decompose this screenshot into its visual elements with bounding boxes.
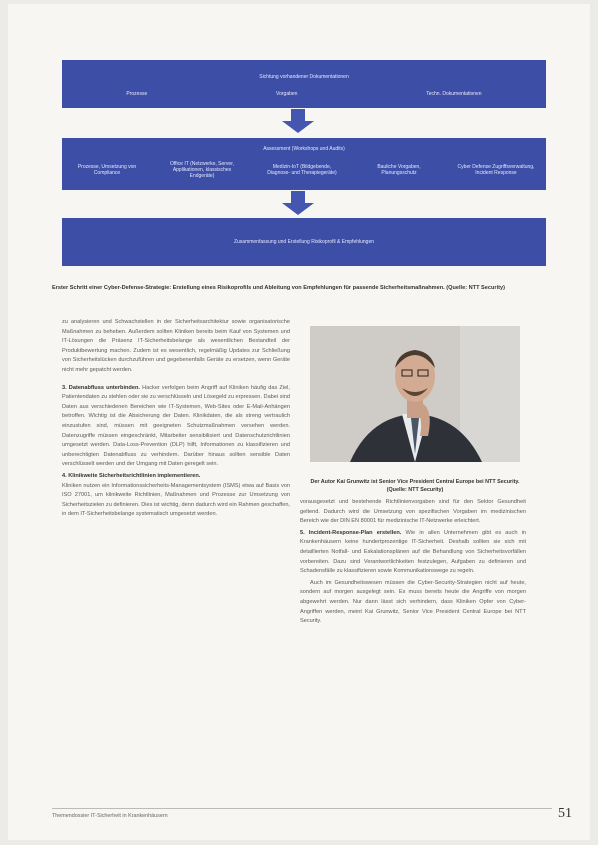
diagram-item: Vorgaben: [276, 91, 298, 97]
diagram-item: Office IT (Netzwerke, Server, Applikationen, klassisches Endgeräte): [169, 161, 234, 179]
paragraph: zu analysieren und Schwachstellen in der Sicherheitsarchitektur sowie organisatorische Maßnahmen zu beheben. Außerdem sollten Kliniken bereits beim Kauf von Systemen und IT-Lösungen die Präsenz IT-Sicherheitsbelange als wesentlichen Bestandteil der Produktbewertung machen. Zudem ist es wesentlich, regelmäßig Updates zur Schließung von Sicherheitslücken durchzuführen und gegebenenfalls Geräte zu ersetzen, wenn Geräte nicht mehr gepatcht werden.: [62, 319, 290, 373]
diagram-item: Prozesse, Umsetzung von Compliance: [77, 164, 137, 176]
author-portrait-image: [310, 326, 520, 462]
paragraph: [62, 472, 290, 520]
diagram-step-title: Sichtung vorhandener Dokumentationen: [259, 74, 349, 80]
footer-text: Themendossier IT-Sicherheit in Krankenhäusern: [52, 813, 168, 819]
right-column: [300, 498, 526, 627]
left-column: [62, 318, 290, 520]
down-arrow-icon: [282, 121, 314, 133]
footer-divider: [52, 808, 552, 809]
diagram-step-assessment: [62, 138, 546, 190]
diagram-item: Medizin-IoT (Bildgebende, Diagnose- und Therapiegeräte): [267, 164, 337, 176]
diagram-step-title: Assessment (Workshops und Audits): [263, 146, 345, 152]
paragraph: vorausgesetzt und bestehende Richtlinienvorgaben sind für den Sektor Gesundheit geltend. Dadurch wird die Umsetzung von spezifischen Vorgaben im medizinischen Bereich wie der DIN EN 80001 für medizinische IT-Netzwerke erleichtert.: [300, 499, 526, 525]
diagram-item: Techn. Dokumentationen: [426, 91, 482, 97]
down-arrow-icon: [282, 203, 314, 215]
section-heading: 3. Datenabfluss unterbinden.: [62, 384, 140, 391]
paragraph: [300, 529, 526, 577]
diagram-item: Prozesse: [126, 91, 148, 97]
diagram-item: Bauliche Vorgaben, Planungsschutz: [377, 164, 421, 176]
paragraph-text: Kliniken nutzen ein Informationssicherheits-Managementsystem (ISMS) etwa auf Basis von ISO 27001, um klinikweite Richtlinien, Maßnahmen und Prozesse zur Umsetzung von Sicherheitszielen zu definieren. Dies ist wichtig, denn dadurch wird ein Rahmen geschaffen, in dem IT-Sicherheitsbelange systematisch umgesetzt werden.: [62, 482, 290, 518]
diagram-step-documentation: [62, 60, 546, 108]
diagram-step-title: Zusammenfassung und Erstellung Risikoprofil & Empfehlungen: [233, 239, 375, 245]
page-number: 51: [558, 806, 572, 821]
paragraph-text: Hacker verfolgen beim Angriff auf Kliniken häufig das Ziel, Patientendaten zu stehlen oder sie zu verschlüsseln und Lösegeld zu erpressen. Dabei sind Daten aus verschiedenen Bereichen wie IT-Systemen, Web-Sites oder E-Mail-Anhängen betroffen. Wichtig ist die Absicherung der Daten. Klinikdaten, die als streng vertraulich einzustufen sind, müssen mit geeigneten Schutzmaßnahmen versehen werden. Datenzugriffe müssen eingeschränkt, Mitarbeiter sensibilisiert und Datenschutzrichtlinien umgesetzt werden. Data-Loss-Prevention (DLP) hilft, Informationen zu klassifizieren und unberechtigten Datenabfluss zu verhindern. Darüber hinaus sollten sensible Daten verschlüsselt werden und der Umgang mit Daten geregelt sein.: [62, 384, 290, 468]
section-heading: 4. Klinikweite Sicherheitsrichtlinien implementieren.: [62, 472, 201, 479]
photo-caption: Der Autor Kai Grunwitz ist Senior Vice President Central Europe bei NTT Security. (Quelle: NTT Security): [310, 479, 520, 493]
diagram-step-summary: [62, 218, 546, 266]
section-heading: 5. Incident-Response-Plan erstellen.: [300, 529, 402, 536]
diagram-step-items: [62, 91, 546, 97]
author-photo: [310, 326, 520, 462]
paragraph: [62, 384, 290, 470]
paragraph: Auch im Gesundheitswesen müssen die Cyber-Security-Strategien nicht auf heute, sondern auf morgen ausgelegt sein. Es muss bereits heute die Angriffe von morgen abgewehrt werden. Nur dann lässt sich verhindern, dass Kliniken Opfer von Cyber-Angriffen werden, meint Kai Grunwitz, Senior Vice President Central Europe bei NTT Security.: [300, 579, 526, 625]
figure-caption: Erster Schritt einer Cyber-Defense-Strategie: Erstellung eines Risikoprofils und Ableitung von Empfehlungen für passende Sicherheitsmaßnahmen. (Quelle: NTT Security): [52, 285, 505, 291]
diagram-step-items: [62, 161, 546, 179]
diagram-item: Cyber Defense Zugriffsverwaltung, Incident Response: [457, 164, 535, 176]
paragraph-text: Wie in allen Unternehmen gibt es auch in Krankenhäusern keine hundertprozentige IT-Sicherheit. Deshalb sollten sie sich mit detaillierten Notfall- und Eskalationsplänen auf die Behandlung von Sicherheitsvorfällen vorbereiten. Dazu sind Verantwortlichkeiten festzulegen, Aufgaben zu definieren und Schadensfälle zu klassifizieren sowie Kommunikationswege zu regeln.: [300, 529, 526, 575]
